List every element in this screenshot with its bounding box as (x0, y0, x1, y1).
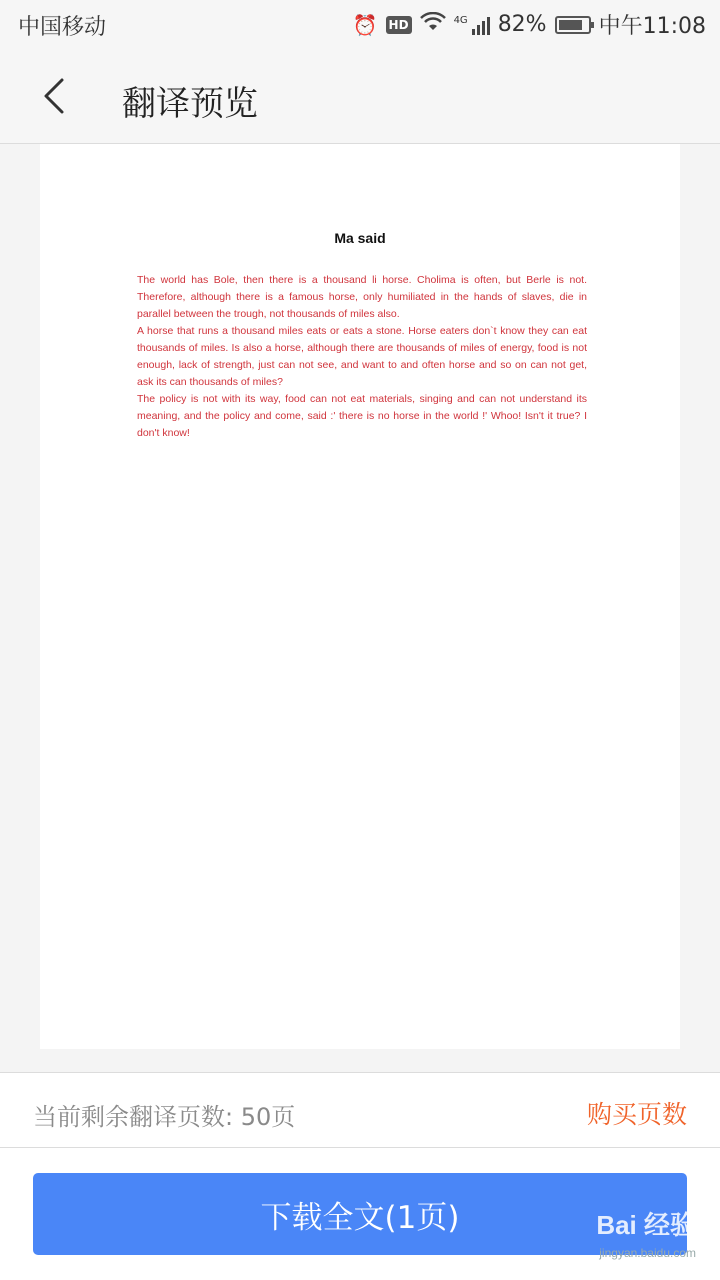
back-button[interactable] (32, 72, 80, 120)
translation-preview[interactable] (0, 144, 720, 1072)
status-icons (353, 9, 706, 40)
wifi-icon (420, 12, 446, 37)
document-page (40, 144, 680, 1049)
quota-bar (0, 1072, 720, 1148)
document-body (137, 272, 587, 442)
document-paragraph: The policy is not with its way, food can not eat materials, singing and can not understand its meaning, and the policy and come, said :' there is no horse in the world !' Whoo! Isn't it true? I don't know! (137, 393, 587, 439)
watermark-url: jingyan.baidu.com (599, 1246, 696, 1260)
battery-fill (559, 20, 582, 30)
status-bar (0, 0, 720, 50)
watermark-brand: Bai 经验 (596, 1210, 696, 1240)
document-paragraph: A horse that runs a thousand miles eats or eats a stone. Horse eaters don`t know they can eat thousands of miles. Is also a horse, although there are thousands of miles of energy, food is not enough, lack of strength, just can not see, and want to and often horse and so on can not get, ask its can thousands of miles? (137, 325, 587, 388)
buy-pages-link[interactable]: 购买页数 (586, 1100, 687, 1129)
battery-percent: 82% (497, 12, 547, 37)
download-full-text-button[interactable]: 下载全文(1页) (33, 1173, 687, 1255)
alarm-icon: ⏰ (352, 12, 378, 37)
remaining-pages-label: 当前剩余翻译页数: 50页 (33, 1103, 296, 1131)
network-type: 4G (453, 14, 468, 26)
app-bar (0, 50, 720, 144)
page-title: 翻译预览 (122, 84, 258, 124)
chevron-left-icon (32, 72, 80, 120)
battery-icon (555, 16, 591, 34)
clock: 中午11:08 (598, 14, 706, 39)
carrier-name: 中国移动 (18, 15, 107, 40)
document-title: Ma said (334, 230, 386, 246)
cell-signal-icon (454, 15, 490, 35)
hd-badge: HD (386, 16, 412, 34)
document-paragraph: The world has Bole, then there is a thousand li horse. Cholima is often, but Berle is not. Therefore, although there is a famous horse, only humiliated in the hands of slaves, die in parallel between the trough, not thousands of miles also. (137, 274, 587, 320)
baidu-watermark (596, 1205, 696, 1260)
